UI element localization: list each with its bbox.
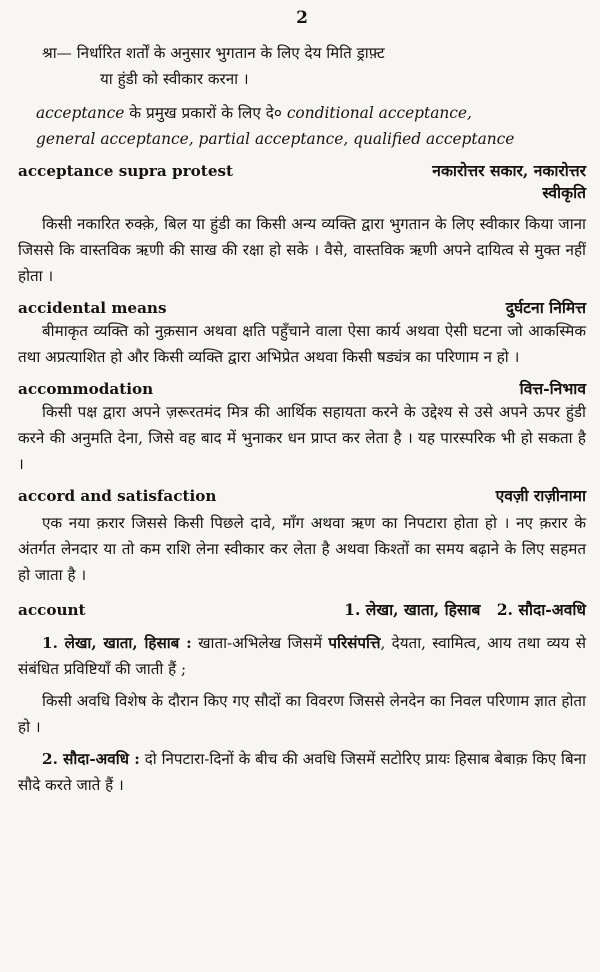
sense-2-text: दो निपटारा-दिनों के बीच की अवधि जिसमें सटोरिए प्रायः हिसाब बेबाक़ किए बिना सौदे करते जाते हैं । [18,750,587,794]
sense-1-bold: परिसंपत्ति [328,634,381,652]
entry-term: account [18,601,86,619]
sense-1 [18,630,586,682]
entry-equivalent: 1. लेखा, खाता, हिसाब 2. सौदा-अवधि [344,600,586,619]
entry-equivalent: वित्त-निभाव [519,379,586,398]
entry-equivalent: नकारोत्तर सकार, नकारोत्तर [432,161,586,180]
page-number: 2 [296,8,308,28]
entry-equivalent-cont: स्वीकृति [542,183,586,202]
entry-term: acceptance supra protest [18,162,234,180]
sense-1-text-a: खाता-अभिलेख जिसमें [198,634,323,652]
note-text: के प्रमुख प्रकारों के लिए दे० [129,104,282,122]
entry-term: accidental means [18,299,167,317]
see-also-note [18,100,586,152]
entry-definition: एक नया क़रार जिससे किसी पिछले दावे, माँग अथवा ऋण का निपटारा होता हो । नए क़रार के अंतर्गत लेनदार या तो कम राशि लेना स्वीकार कर लेता है अथवा किश्तों का समय बढ़ाने के लिए सहमत हो जाता है । [18,514,586,584]
entry-definition: किसी पक्ष द्वारा अपने ज़रूरतमंद मित्र की आर्थिक सहायता करने के उद्देश्य से उसे अपने ऊपर हुंडी करने की अनुमति देना, जिसे वह बाद में भुनाकर धन प्राप्त कर लेता है । यह पारस्परिक भी हो सकता है । [18,403,586,473]
sense-1-para-2: किसी अवधि विशेष के दौरान किए गए सौदों का विवरण जिससे लेनदेन का निवल परिणाम ज्ञात होता हो । [18,692,586,736]
sense-2-label: 2. सौदा-अवधि : [42,750,140,768]
note-refs-1: conditional acceptance, [286,104,472,122]
entry-header [18,296,586,318]
intro-line-2: या हुंडी को स्वीकार करना । [100,70,249,88]
entry-definition: बीमाकृत व्यक्ति को नुक़सान अथवा क्षति पहुँचाने वाला ऐसा कार्य अथवा ऐसी घटना जो आकस्मिक तथा अप्रत्याशित हो और किसी व्यक्ति द्वारा अभिप्रेत अथवा किसी षड्यंत्र का परिणाम न हो । [18,322,586,366]
entry-header [18,484,586,506]
entry-header [18,598,586,620]
sense-1-text-b: , देयता, स्वामित्व, आय तथा व्यय से संबंधित प्रविष्टियाँ की जाती हैं ; [18,634,587,678]
note-refs-2: general acceptance, partial acceptance, qualified acceptance [36,130,515,148]
entry-term: accommodation [18,380,154,398]
intro-line-1: श्रा— निर्धारित शर्तों के अनुसार भुगतान के लिए देय मिति ड्राफ़्ट [42,44,385,62]
entry-equivalent: दुर्घटना निमित्त [505,298,586,317]
entry-header [18,159,586,181]
entry-term: accord and satisfaction [18,487,217,505]
entry-equivalent: एवज़ी राज़ीनामा [495,486,586,505]
entry-definition: किसी नकारित रुक्क़े, बिल या हुंडी का किसी अन्य व्यक्ति द्वारा भुगतान के लिए स्वीकार किया जाना जिससे कि वास्तविक ऋणी की साख की रक्षा हो सके । वैसे, वास्तविक ऋणी अपने दायित्व से मुक्त नहीं होता । [18,215,586,285]
sense-1-label: 1. लेखा, खाता, हिसाब : [42,634,192,652]
note-term: acceptance [36,104,125,122]
entry-header [18,377,586,399]
sense-2 [18,746,586,798]
